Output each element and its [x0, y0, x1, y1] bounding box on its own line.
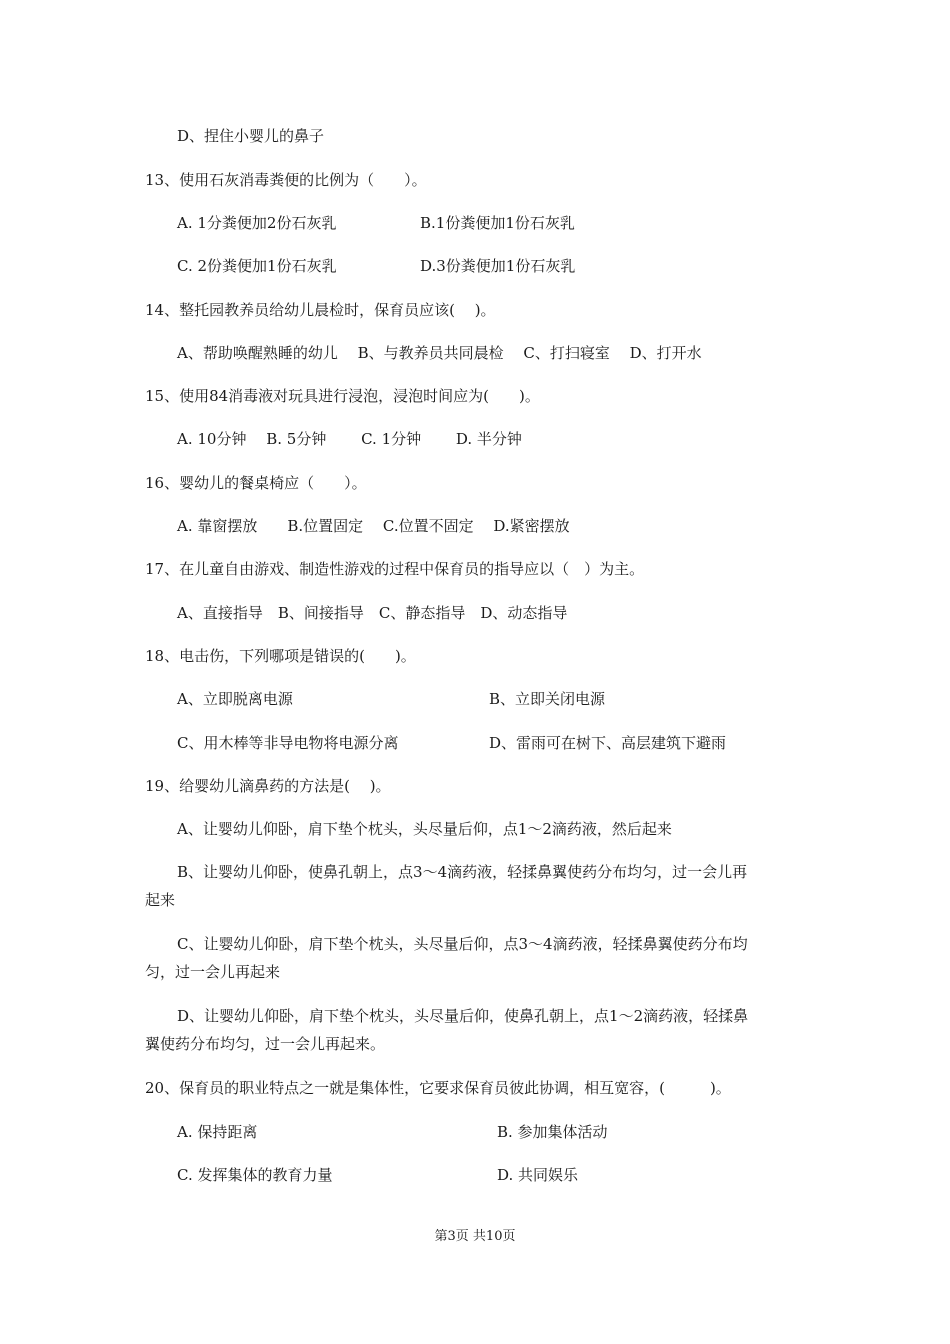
q18-option-c: C、用木棒等非导电物将电源分离: [177, 734, 399, 752]
q14-stem: 14、整托园教养员给幼儿晨检时，保育员应该( )。: [145, 301, 496, 319]
q20-option-c: C. 发挥集体的教育力量: [177, 1166, 333, 1184]
q19-option-c: C、让婴幼儿仰卧，肩下垫个枕头，头尽量后仰，点3～4滴药液，轻揉鼻翼使药分布均: [177, 935, 748, 953]
q20-option-b: B. 参加集体活动: [497, 1123, 608, 1141]
q20-option-d: D. 共同娱乐: [497, 1166, 579, 1184]
q13-stem: 13、使用石灰消毒粪便的比例为（ ）。: [145, 171, 427, 189]
q13-option-b: B.1份粪便加1份石灰乳: [420, 214, 575, 232]
q19-option-d-cont: 翼使药分布均匀，过一会儿再起来。: [145, 1035, 386, 1053]
q14-options: A、帮助唤醒熟睡的幼儿 B、与教养员共同晨检 C、打扫寝室 D、打开水: [177, 344, 702, 362]
q17-stem: 17、在儿童自由游戏、制造性游戏的过程中保育员的指导应以（ ）为主。: [145, 560, 645, 578]
q13-option-d: D.3份粪便加1份石灰乳: [420, 257, 576, 275]
q18-option-a: A、立即脱离电源: [177, 690, 293, 708]
q18-option-b: B、立即关闭电源: [489, 690, 606, 708]
q19-option-b: B、让婴幼儿仰卧，使鼻孔朝上，点3～4滴药液，轻揉鼻翼使药分布均匀，过一会儿再: [177, 863, 748, 881]
q20-option-a: A. 保持距离: [177, 1123, 258, 1141]
q15-stem: 15、使用84消毒液对玩具进行浸泡，浸泡时间应为( )。: [145, 387, 540, 405]
q17-options: A、直接指导 B、间接指导 C、静态指导 D、动态指导: [177, 604, 568, 622]
q13-option-a: A. 1分粪便加2份石灰乳: [177, 214, 337, 232]
q19-option-a: A、让婴幼儿仰卧，肩下垫个枕头，头尽量后仰，点1～2滴药液，然后起来: [177, 820, 672, 838]
q18-stem: 18、电击伤，下列哪项是错误的( )。: [145, 647, 416, 665]
q16-options: A. 靠窗摆放 B.位置固定 C.位置不固定 D.紧密摆放: [177, 517, 570, 535]
q18-option-d: D、雷雨可在树下、高层建筑下避雨: [489, 734, 727, 752]
q13-option-c: C. 2份粪便加1份石灰乳: [177, 257, 337, 275]
q19-stem: 19、给婴幼儿滴鼻药的方法是( )。: [145, 777, 391, 795]
page-footer: 第3页 共10页: [434, 1229, 516, 1244]
q19-option-b-cont: 起来: [145, 891, 176, 909]
q20-stem: 20、保育员的职业特点之一就是集体性，它要求保育员彼此协调，相互宽容，( )。: [145, 1079, 731, 1097]
q12-option-d: D、捏住小婴儿的鼻子: [177, 127, 325, 145]
q19-option-d: D、让婴幼儿仰卧，肩下垫个枕头，头尽量后仰，使鼻孔朝上，点1～2滴药液，轻揉鼻: [177, 1007, 749, 1025]
q19-option-c-cont: 匀，过一会儿再起来: [145, 963, 281, 981]
q15-options: A. 10分钟 B. 5分钟 C. 1分钟 D. 半分钟: [177, 430, 522, 448]
q16-stem: 16、婴幼儿的餐桌椅应（ ）。: [145, 474, 367, 492]
